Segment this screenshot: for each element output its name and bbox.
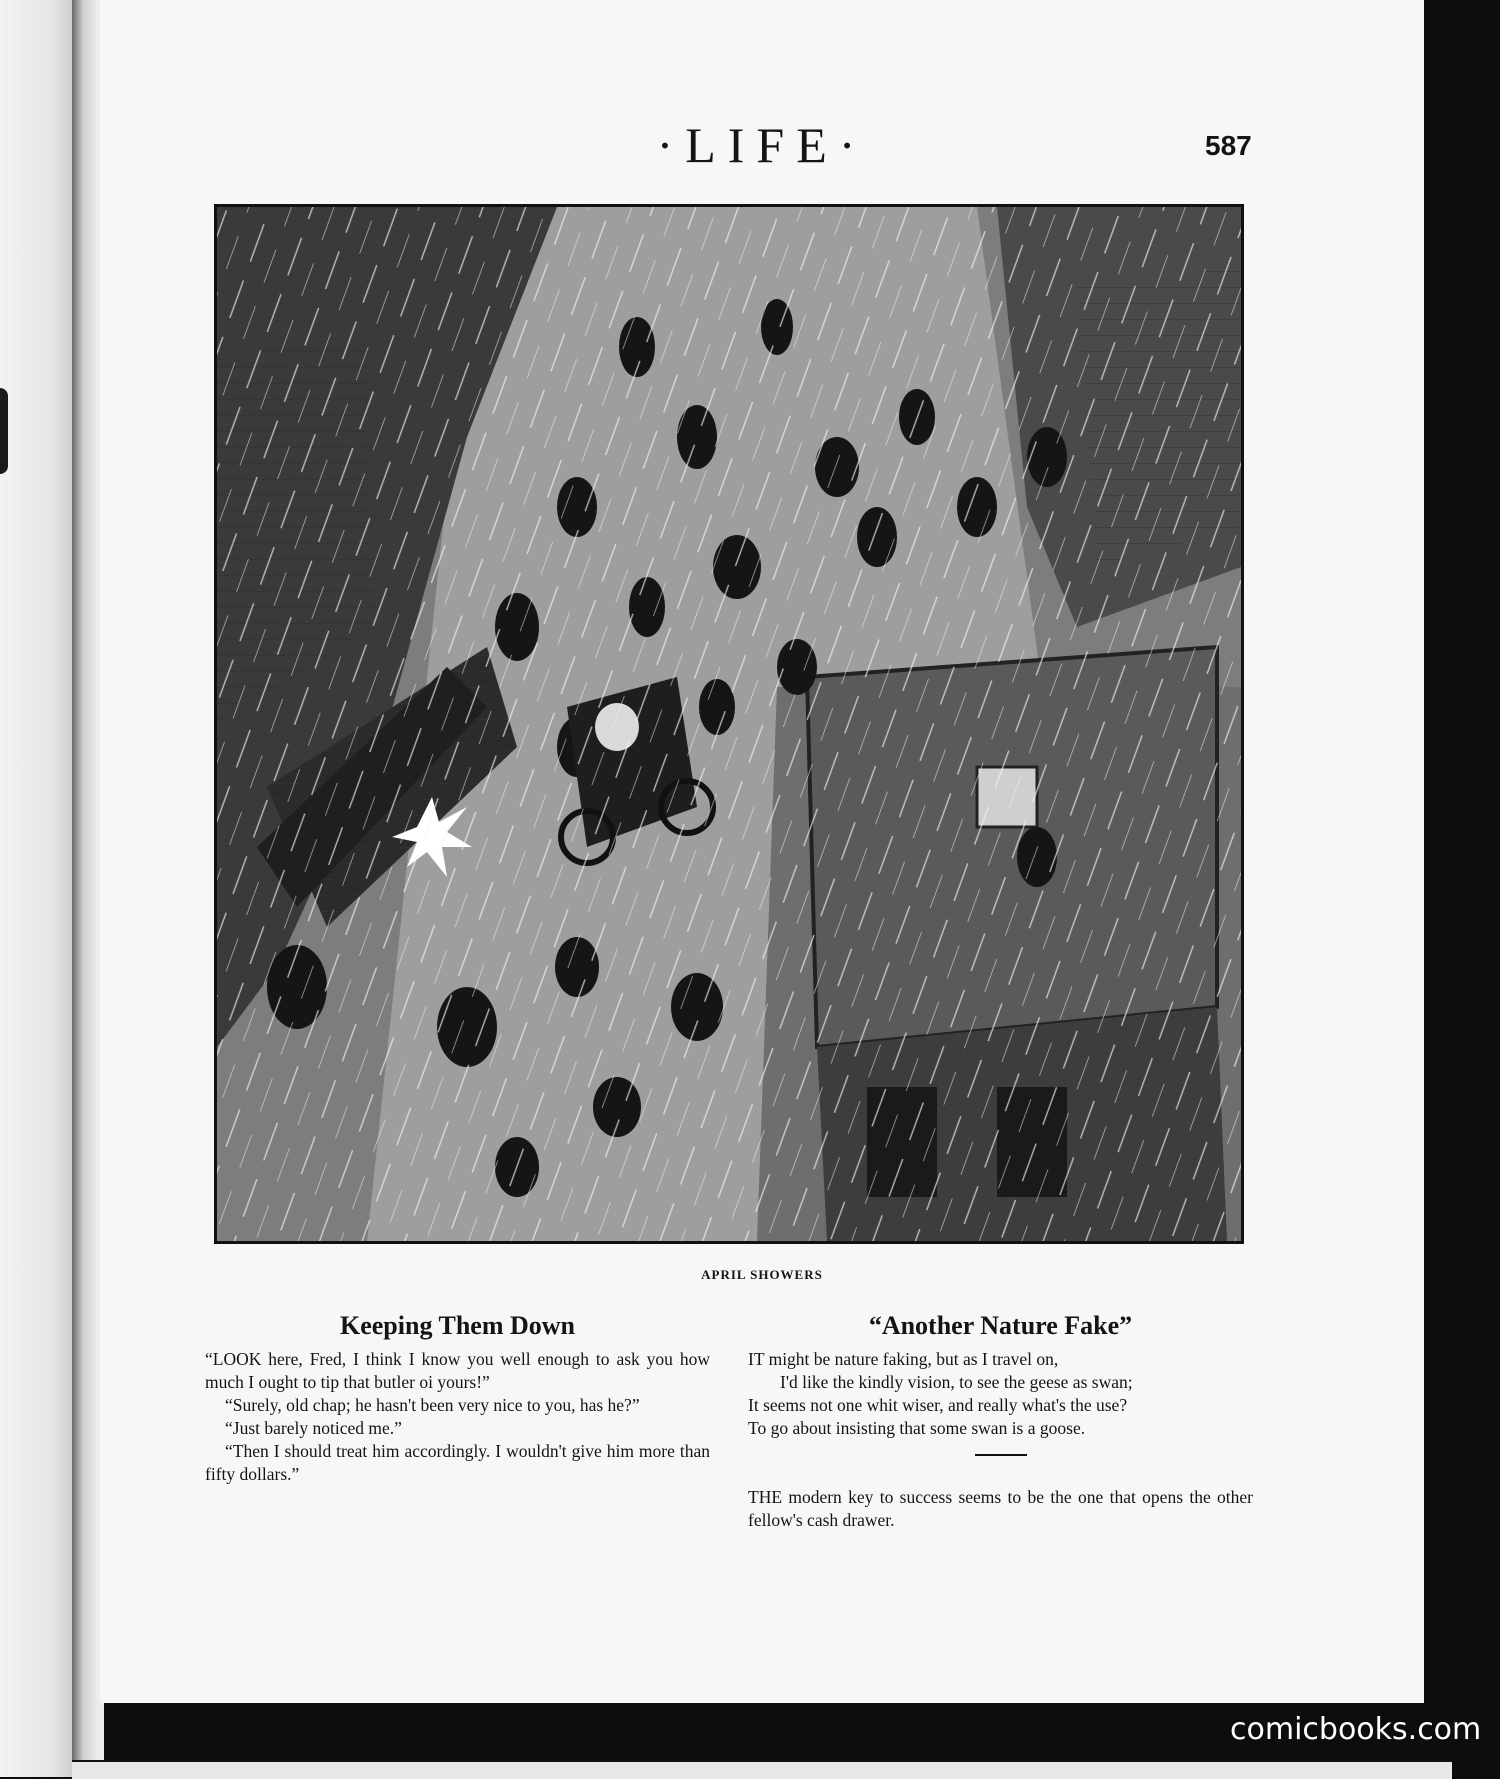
poem-line: I'd like the kindly vision, to see the geese as swan; <box>780 1372 1133 1392</box>
article-title: “Another Nature Fake” <box>868 1311 1133 1340</box>
epigram <box>748 1486 1253 1532</box>
paragraph: “Just barely noticed me.” <box>225 1418 402 1438</box>
article-title: Keeping Them Down <box>340 1311 575 1340</box>
paragraph: “LOOK here, Fred, I think I know you well enough to ask you how much I ought to tip that butler oi yours!” <box>205 1349 710 1392</box>
rainy-street-drawing <box>217 207 1241 1241</box>
cartoon-illustration <box>214 204 1244 1244</box>
epigram-text: THE modern key to success seems to be the one that opens the other fellow's cash drawer. <box>748 1487 1253 1530</box>
article-body <box>205 1348 710 1486</box>
binding-mark <box>0 388 8 474</box>
facing-page-edge <box>0 0 75 1777</box>
poem <box>748 1348 1253 1440</box>
magazine-page <box>100 0 1424 1703</box>
section-divider <box>975 1454 1027 1456</box>
poem-line: To go about insisting that some swan is a goose. <box>748 1418 1086 1438</box>
article-another-nature-fake <box>748 1310 1253 1532</box>
poem-line: It seems not one whit wiser, and really what's the use? <box>748 1395 1128 1415</box>
paragraph: “Then I should treat him accordingly. I wouldn't give him more than fifty dollars.” <box>205 1441 710 1484</box>
next-page-edge <box>72 1760 1452 1779</box>
illustration-caption: APRIL SHOWERS <box>701 1267 823 1282</box>
article-keeping-them-down <box>205 1310 710 1486</box>
source-watermark: comicbooks.com <box>1230 1712 1482 1747</box>
poem-line: IT might be nature faking, but as I travel on, <box>748 1349 1059 1369</box>
page-number: 587 <box>1205 130 1252 161</box>
masthead: ·LIFE· <box>656 117 868 173</box>
paragraph: “Surely, old chap; he hasn't been very nice to you, has he?” <box>225 1395 640 1415</box>
